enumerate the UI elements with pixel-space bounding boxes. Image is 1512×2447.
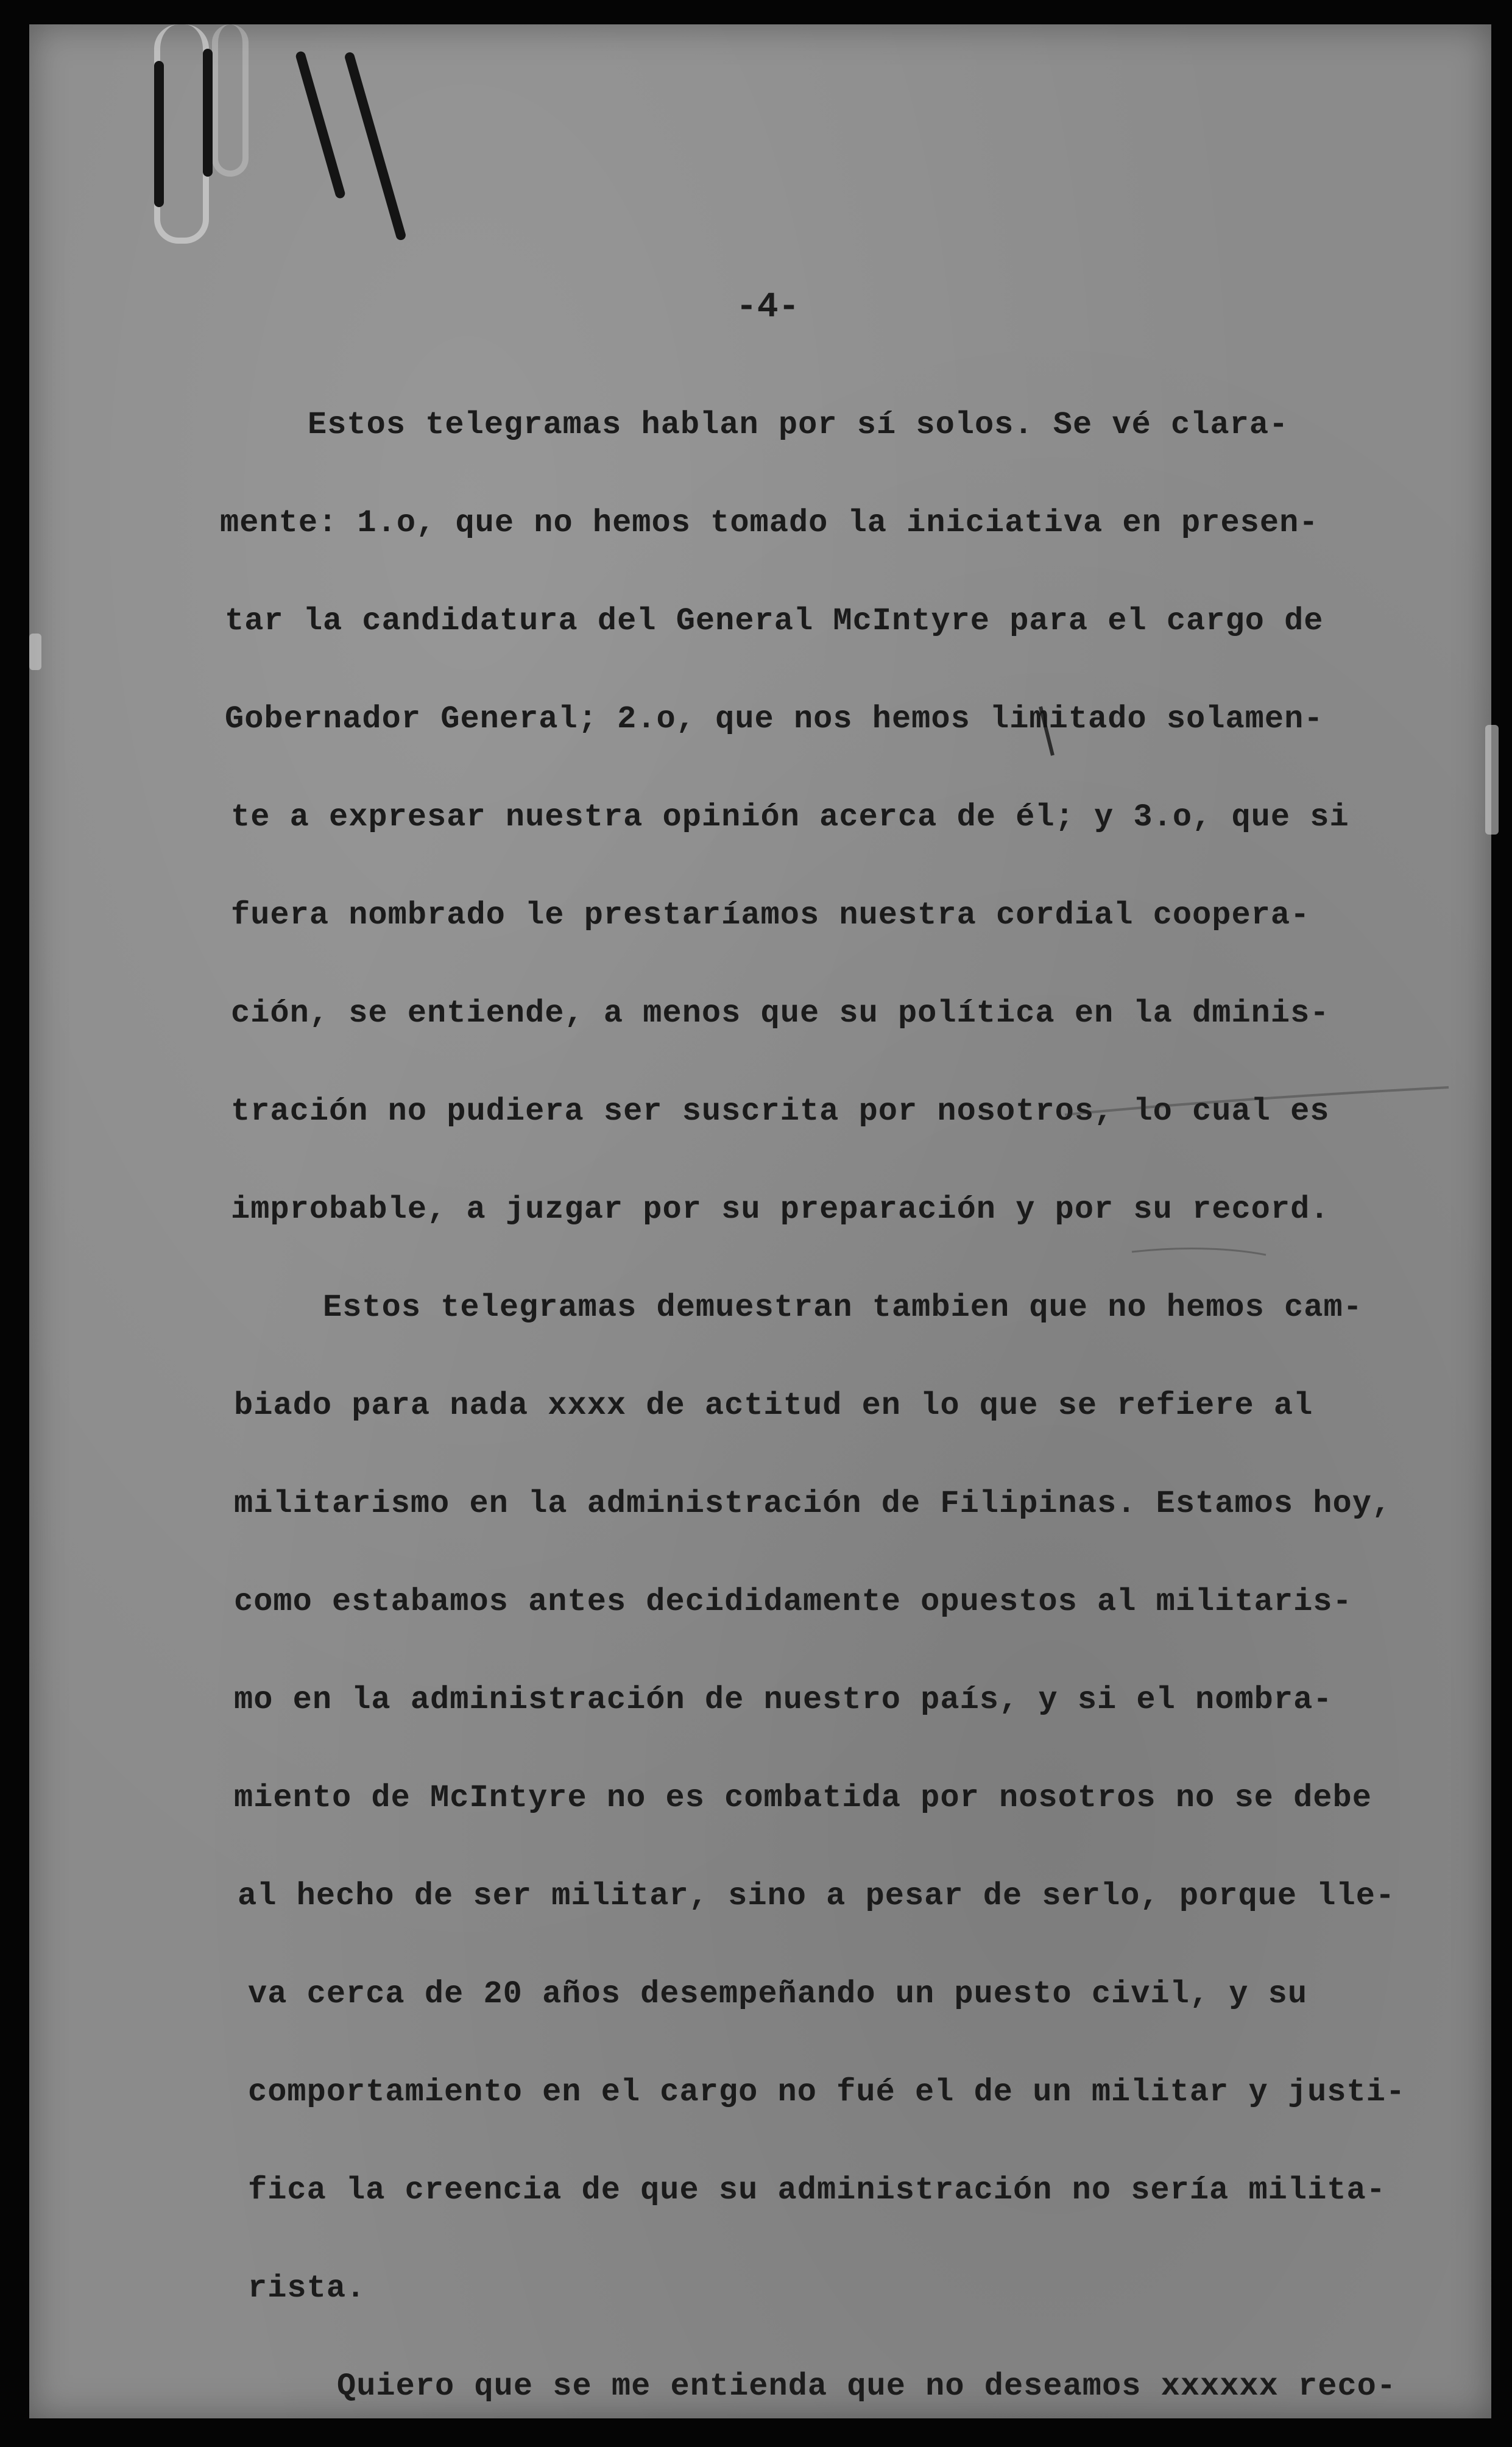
text-line: al hecho de ser militar, sino a pesar de serlo, porque lle- xyxy=(238,1878,1396,1914)
text-line: como estabamos antes decididamente opuestos al militaris- xyxy=(234,1584,1352,1620)
typewritten-page xyxy=(29,24,1491,2418)
pencil-marks xyxy=(29,24,1491,2418)
text-line: te a expresar nuestra opinión acerca de él; y 3.o, que si xyxy=(231,799,1349,835)
page-number: -4- xyxy=(736,288,800,327)
text-line: fica la creencia de que su administración no sería milita- xyxy=(248,2172,1386,2208)
text-line: mente: 1.o, que no hemos tomado la iniciativa en presen- xyxy=(220,505,1319,541)
text-line: Quiero que se me entienda que no deseamos xxxxxx reco- xyxy=(337,2368,1397,2404)
text-line: va cerca de 20 años desempeñando un puesto civil, y su xyxy=(248,1976,1308,2012)
text-line: militarismo en la administración de Filipinas. Estamos hoy, xyxy=(234,1486,1392,1522)
text-line: tar la candidatura del General McIntyre para el cargo de xyxy=(225,603,1324,639)
text-line: Estos telegramas demuestran tambien que no hemos cam- xyxy=(323,1290,1363,1326)
text-line: biado para nada xxxx de actitud en lo que se refiere al xyxy=(234,1388,1313,1424)
text-line: tración no pudiera ser suscrita por nosotros, lo cual es xyxy=(231,1093,1330,1129)
text-line: ción, se entiende, a menos que su política en la dminis- xyxy=(231,995,1330,1031)
text-line: Estos telegramas hablan por sí solos. Se vé clara- xyxy=(308,407,1289,443)
text-line: comportamiento en el cargo no fué el de un militar y justi- xyxy=(248,2074,1406,2110)
text-line: rista. xyxy=(248,2270,366,2306)
text-line: miento de McIntyre no es combatida por nosotros no se debe xyxy=(234,1780,1372,1816)
text-line: Gobernador General; 2.o, que nos hemos limitado solamen- xyxy=(225,701,1324,737)
text-line: improbable, a juzgar por su preparación y por su record. xyxy=(231,1192,1330,1227)
text-line: fuera nombrado le prestaríamos nuestra cordial coopera- xyxy=(231,897,1310,933)
text-line: mo en la administración de nuestro país, y si el nombra- xyxy=(234,1682,1333,1718)
